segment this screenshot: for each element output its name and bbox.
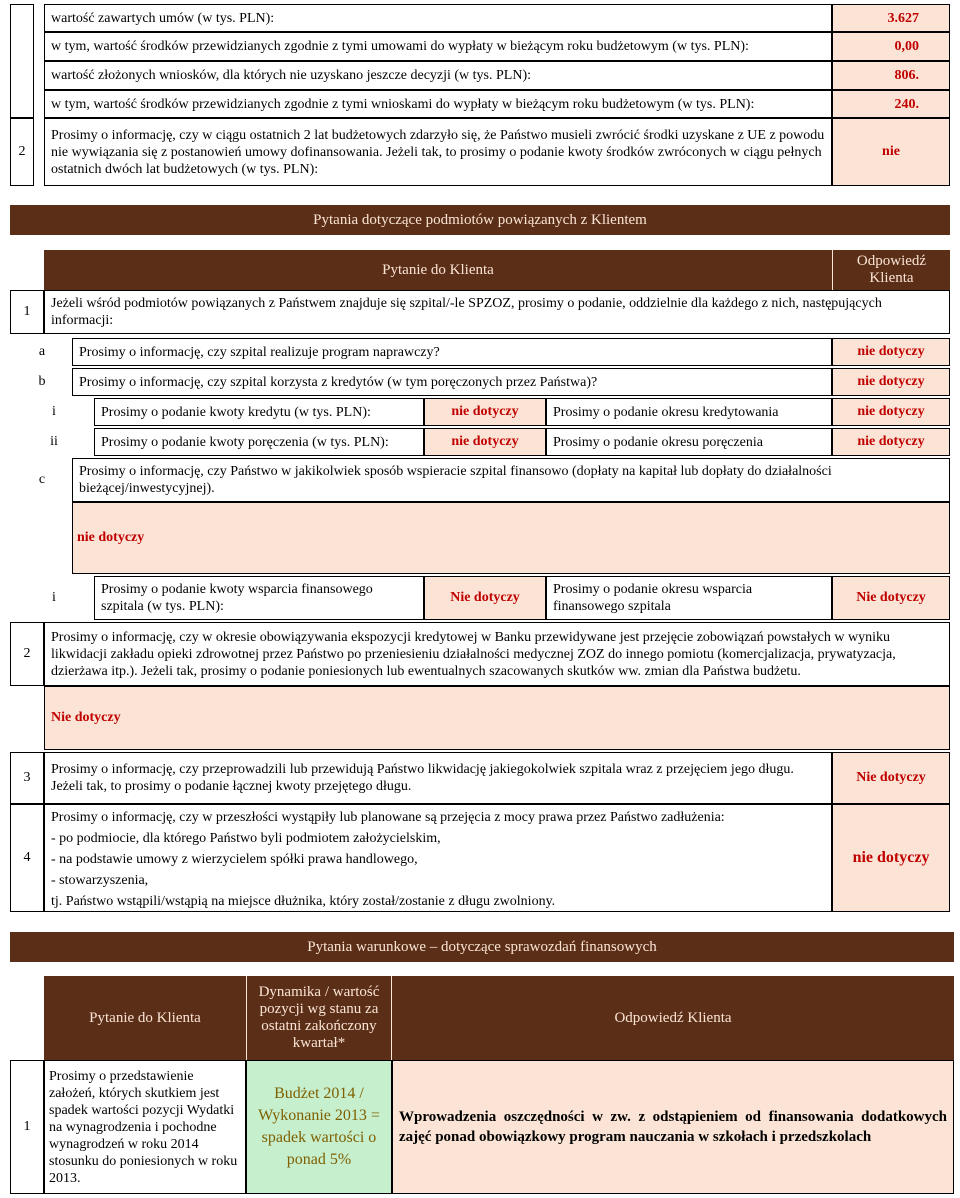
s2-qbii-answer-2-text: nie dotyczy <box>857 434 925 449</box>
s3-col-header-answer-text: Odpowiedź Klienta <box>614 1009 732 1026</box>
top-q2-number <box>10 118 34 186</box>
s2-qa-answer <box>832 338 950 366</box>
top-row-4-label <box>44 90 832 118</box>
s2-qb-label <box>30 368 54 396</box>
s2-qa-label-text: a <box>38 344 46 359</box>
top-row-3-label <box>44 61 832 90</box>
s2-qc-answer <box>72 502 950 574</box>
s2-qbi-question-1-text: Prosimy o podanie kwoty kredytu (w tys. PLN): <box>101 404 371 420</box>
s2-q4-line-5: tj. Państwo wstąpili/wstąpią na miejsce dłużnika, który został/zostanie z długu zwolniony. <box>51 894 556 909</box>
contracts-current-year-label: w tym, wartość środków przewidzianych zgodnie z tymi umowami do wypłaty w bieżącym roku budżetowym (w tys. PLN): <box>51 39 749 54</box>
s2-q2-answer-text: Nie dotyczy <box>51 710 121 725</box>
s3-q1-dynamics-text: Budżet 2014 / Wykonanie 2013 = spadek wartości o ponad 5% <box>258 1085 380 1168</box>
s2-qci-question-2-text: Prosimy o podanie okresu wsparcia finansowego szpitala <box>553 582 753 614</box>
s2-q1-number <box>10 290 44 334</box>
s2-q2-number <box>10 622 44 686</box>
s2-qc-label <box>30 458 54 502</box>
top-block-number-cell <box>10 4 34 118</box>
s2-qa-question <box>72 338 832 366</box>
s2-q4-number-text: 4 <box>23 850 31 865</box>
pending-applications-label: wartość złożonych wniosków, dla których nie uzyskano jeszcze decyzji (w tys. PLN): <box>51 68 532 83</box>
top-row-2-value <box>832 32 950 61</box>
section-related-entities-title: Pytania dotyczące podmiotów powiązanych z Klientem <box>313 211 647 228</box>
s2-qci-question-1 <box>94 576 424 620</box>
s2-qci-question-2 <box>546 576 832 620</box>
s2-qbii-question-2-text: Prosimy o podanie okresu poręczenia <box>553 434 763 450</box>
s2-qbi-answer-1 <box>424 398 546 426</box>
s2-qc-question <box>72 458 950 502</box>
s2-qb-answer-text: nie dotyczy <box>857 374 925 389</box>
s2-qci-answer-1-text: Nie dotyczy <box>450 590 520 605</box>
s2-q2-number-text: 2 <box>23 646 31 661</box>
top-row-1-label <box>44 4 832 32</box>
s2-qc-question-text: Prosimy o informację, czy Państwo w jakikolwiek sposób wspieracie szpital finansowo (dopłaty na kapitał lub dopłaty do działalności bieżącej/inwestycyjnej). <box>79 464 832 496</box>
s2-qc-answer-text: nie dotyczy <box>77 530 145 545</box>
s2-qci-answer-1 <box>424 576 546 620</box>
s3-col-header-dynamics-text: Dynamika / wartość pozycji wg stanu za ostatni zakończony kwartał* <box>258 984 380 1051</box>
s2-qb-question <box>72 368 832 396</box>
top-row-3-value <box>832 61 950 90</box>
s2-qc-label-text: c <box>38 472 46 487</box>
s3-col-header-question-text: Pytanie do Klienta <box>89 1009 201 1026</box>
s2-qbi-question-1 <box>94 398 424 426</box>
s2-qbii-answer-1 <box>424 428 546 456</box>
s2-q4-line-1: Prosimy o informację, czy w przeszłości wystąpiły lub planowane są przejęcia z mocy prawa przez Państwo zadłużenia: <box>51 810 725 825</box>
s2-qbii-question-1 <box>94 428 424 456</box>
s2-q1-number-text: 1 <box>23 304 31 319</box>
s2-q2-answer <box>44 686 950 750</box>
s2-q3-number <box>10 752 44 804</box>
s2-qbii-question-1-text: Prosimy o podanie kwoty poręczenia (w tys. PLN): <box>101 434 389 450</box>
s2-qbi-question-2-text: Prosimy o podanie okresu kredytowania <box>553 404 779 420</box>
s2-qb-question-text: Prosimy o informację, czy szpital korzysta z kredytów (w tym poręczonych przez Państwa)? <box>79 374 598 390</box>
s2-qbi-question-2 <box>546 398 832 426</box>
s2-q4-question <box>44 804 832 912</box>
top-q2-question-text: Prosimy o informację, czy w ciągu ostatnich 2 lat budżetowych zdarzyło się, że Państwo musieli zwrócić środki uzyskane z UE z powodu nie wywiązania się z postanowień umowy dofinansowania. Jeżeli tak, to prosimy o podanie kwoty środków zwróconych w ciągu pełnych ostatnich dwóch lat budżetowych (w tys. PLN): <box>51 127 825 177</box>
top-q2-question <box>44 118 832 186</box>
col-header-answer-text: Odpowiedź Klienta <box>856 253 927 286</box>
s2-qbii-label <box>42 428 66 456</box>
s2-qb-answer <box>832 368 950 396</box>
top-q2-answer <box>832 118 950 186</box>
s2-qa-question-text: Prosimy o informację, czy szpital realizuje program naprawczy? <box>79 344 440 360</box>
s2-qa-label <box>30 338 54 366</box>
s2-q4-answer-text: nie dotyczy <box>852 849 930 866</box>
s2-qbi-answer-2-text: nie dotyczy <box>857 404 925 419</box>
s2-q4-line-4: - stowarzyszenia, <box>51 873 149 888</box>
s2-qbi-label-text: i <box>52 404 56 419</box>
s2-q4-answer <box>832 804 950 912</box>
s3-col-header-answer <box>392 976 954 1060</box>
section-financial-statements-header <box>10 932 954 962</box>
s2-q4-line-2: - po podmiocie, dla którego Państwo byli podmiotem założycielskim, <box>51 831 441 846</box>
s2-qci-answer-2 <box>832 576 950 620</box>
s2-qa-answer-text: nie dotyczy <box>857 344 925 359</box>
s3-q1-answer-text: Wprowadzenia oszczędności w zw. z odstąpieniem od finansowania dodatkowych zajęć ponad obowiązkowy program nauczania w szkołach i przedszkolach <box>399 1109 947 1145</box>
s2-qci-label <box>42 576 66 620</box>
s2-qbii-answer-2 <box>832 428 950 456</box>
s2-qbii-question-2 <box>546 428 832 456</box>
s3-q1-answer <box>392 1060 954 1194</box>
s2-q4-line-3: - na podstawie umowy z wierzycielem spółki prawa handlowego, <box>51 852 418 867</box>
s2-q1-question <box>44 290 950 334</box>
s3-q1-dynamics <box>246 1060 392 1194</box>
s2-q2-question-text: Prosimy o informację, czy w okresie obowiązywania ekspozycji kredytowej w Banku przewidywane jest przejęcie zobowiązań powstałych w wyniku likwidacji zakładu opieki zdrowotnej przez Państwo po przeniesieniu działalności medycznej ZOZ do innego pomiotu (komercjalizacja, prywatyzacja, dzierżawa itp.). Jeżeli tak, prosimy o podanie poniesionych lub ewentualnych szacowanych skutków ww. zmian dla Państwa budżetu. <box>51 629 896 679</box>
s2-q3-number-text: 3 <box>23 770 31 785</box>
s3-q1-question <box>44 1060 246 1194</box>
s2-q2-question <box>44 622 950 686</box>
s2-qci-label-text: i <box>52 590 56 605</box>
contracts-value-label: wartość zawartych umów (w tys. PLN): <box>51 10 275 26</box>
s2-q4-number <box>10 804 44 912</box>
s2-qci-answer-2-text: Nie dotyczy <box>856 590 926 605</box>
s2-q3-answer <box>832 752 950 804</box>
top-row-4-value <box>832 90 950 118</box>
top-row-1-value <box>832 4 950 32</box>
pending-applications-value: 806. <box>894 68 919 83</box>
section-financial-statements-title: Pytania warunkowe – dotyczące sprawozdań finansowych <box>307 938 657 955</box>
top-q2-number-text: 2 <box>18 144 26 159</box>
s3-q1-question-text: Prosimy o przedstawienie założeń, których skutkiem jest spadek wartości pozycji Wydatki na wynagrodzenia i pochodne wynagrodzeń w roku 2014 stosunku do poniesionych w roku 2013. <box>49 1068 238 1186</box>
applications-current-year-value: 240. <box>894 96 919 112</box>
s2-qci-question-1-text: Prosimy o podanie kwoty wsparcia finansowego szpitala (w tys. PLN): <box>101 582 373 614</box>
s2-q3-answer-text: Nie dotyczy <box>856 770 926 785</box>
contracts-value: 3.627 <box>887 10 919 26</box>
s2-qb-label-text: b <box>38 374 46 389</box>
s2-q1-question-text: Jeżeli wśród podmiotów powiązanych z Państwem znajduje się szpital/-le SPZOZ, prosimy o podanie, oddzielnie dla każdego z nich, następujących informacji: <box>51 296 882 328</box>
s2-qbi-label <box>42 398 66 426</box>
top-q2-answer-text: nie <box>882 144 900 159</box>
s3-col-header-question <box>44 976 246 1060</box>
s2-q3-question <box>44 752 832 804</box>
s3-col-header-dynamics <box>246 976 392 1060</box>
s2-qbii-answer-1-text: nie dotyczy <box>451 434 519 449</box>
s2-qbii-label-text: ii <box>50 434 58 449</box>
s2-qbi-answer-2 <box>832 398 950 426</box>
top-row-2-label <box>44 32 832 61</box>
col-header-answer <box>832 250 950 290</box>
section-related-entities-header <box>10 205 950 235</box>
s2-q3-question-text: Prosimy o informację, czy przeprowadzili lub przewidują Państwo likwidację jakiegokolwiek szpitala wraz z przejęciem jego długu. Jeżeli tak, to prosimy o podanie łącznej kwoty przejętego długu. <box>51 762 794 794</box>
s3-q1-number <box>10 1060 44 1194</box>
applications-current-year-label: w tym, wartość środków przewidzianych zgodnie z tymi wnioskami do wypłaty w bieżącym roku budżetowym (w tys. PLN): <box>51 96 755 112</box>
col-header-question <box>44 250 832 290</box>
s2-qbi-answer-1-text: nie dotyczy <box>451 404 519 419</box>
col-header-question-text: Pytanie do Klienta <box>382 261 494 278</box>
s3-q1-number-text: 1 <box>23 1119 31 1134</box>
contracts-current-year-value: 0,00 <box>894 39 919 54</box>
